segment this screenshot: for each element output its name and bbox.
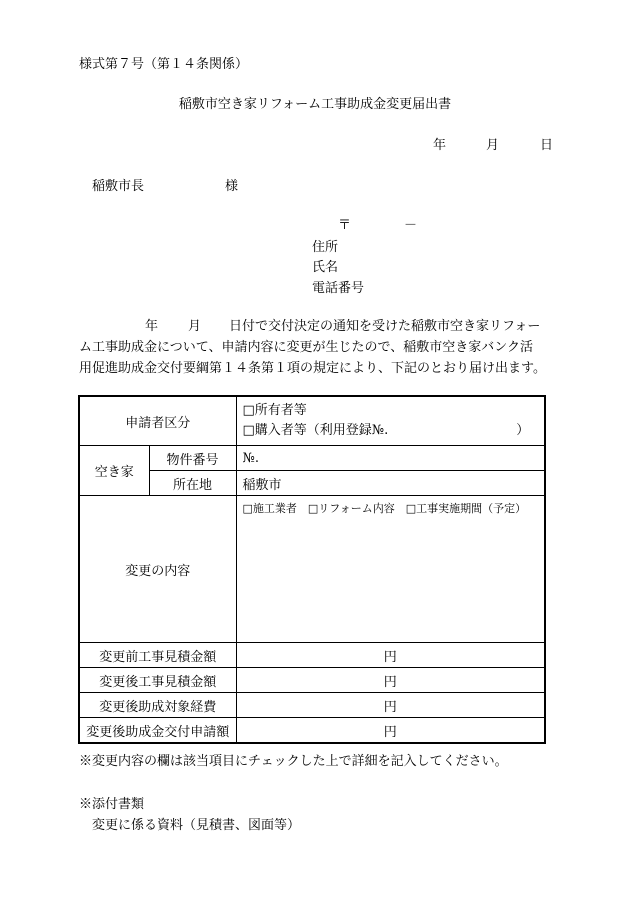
body-line-2: ム工事助成金について、申請内容に変更が生じたので、稲敷市空き家バンク活: [79, 340, 533, 355]
attachments-heading: ※添付書類: [79, 797, 145, 812]
note-text: ※変更内容の欄は該当項目にチェックした上で詳細を記入してください。: [79, 754, 508, 769]
applicant-category-label: 申請者区分: [79, 396, 236, 446]
date-year-label: 年: [433, 138, 447, 153]
amount-field[interactable]: 円: [236, 643, 545, 668]
buyer-option-text: □購入者等（利用登録№.: [242, 423, 389, 438]
body-line-1: [79, 316, 551, 337]
amount-label: 変更後助成対象経費: [79, 693, 236, 718]
attachment-item: 変更に係る資料（見積書、図面等）: [92, 818, 301, 833]
applicant-category-options: [236, 396, 545, 446]
location-field[interactable]: 稲敷市: [236, 471, 545, 496]
date-month-label: 月: [486, 138, 500, 153]
location-row: [79, 471, 545, 496]
address-label: 住所: [312, 240, 339, 255]
postal-code-mark: 〒: [338, 218, 352, 233]
amount-row: [79, 718, 545, 744]
vacant-house-label: 空き家: [79, 446, 149, 496]
change-content-label: 変更の内容: [79, 496, 236, 643]
buyer-checkbox-option[interactable]: [243, 421, 539, 441]
body-year: 年: [145, 319, 159, 334]
amount-field[interactable]: 円: [236, 693, 545, 718]
phone-label: 電話番号: [312, 281, 365, 296]
amount-label: 変更後工事見積金額: [79, 668, 236, 693]
form-number: 様式第７号（第１４条関係）: [79, 57, 249, 72]
amount-label: 変更後助成金交付申請額: [79, 718, 236, 744]
amount-row: [79, 643, 545, 668]
amount-label: 変更前工事見積金額: [79, 643, 236, 668]
addressee-name: 稲敷市長: [92, 179, 145, 194]
change-content-field[interactable]: □施工業者 □リフォーム内容 □工事実施期間（予定）: [236, 496, 545, 643]
amount-row: [79, 693, 545, 718]
postal-code-dash: －: [404, 218, 418, 233]
change-content-row: [79, 496, 545, 643]
owner-checkbox-option[interactable]: □所有者等: [242, 403, 307, 418]
name-label: 氏名: [312, 260, 339, 275]
document-title: 稲敷市空き家リフォーム工事助成金変更届出書: [178, 97, 452, 112]
location-label: 所在地: [149, 471, 236, 496]
body-month: 月: [188, 319, 202, 334]
addressee-honorific: 様: [225, 179, 239, 194]
property-number-row: [79, 446, 545, 471]
body-paragraph: [79, 316, 551, 379]
amount-field[interactable]: 円: [236, 668, 545, 693]
body-line-3: 用促進助成金交付要綱第１４条第１項の規定により、下記のとおり届け出ます。: [79, 361, 546, 376]
date-day-label: 日: [540, 138, 554, 153]
change-form-table: [78, 395, 546, 744]
body-line-1-rest: 日付で交付決定の通知を受けた稲敷市空き家リフォー: [229, 319, 541, 334]
buyer-option-close: ）: [516, 423, 530, 438]
amount-row: [79, 668, 545, 693]
property-number-field[interactable]: №.: [236, 446, 545, 471]
applicant-category-row: [79, 396, 545, 446]
property-number-label: 物件番号: [149, 446, 236, 471]
amount-field[interactable]: 円: [236, 718, 545, 744]
